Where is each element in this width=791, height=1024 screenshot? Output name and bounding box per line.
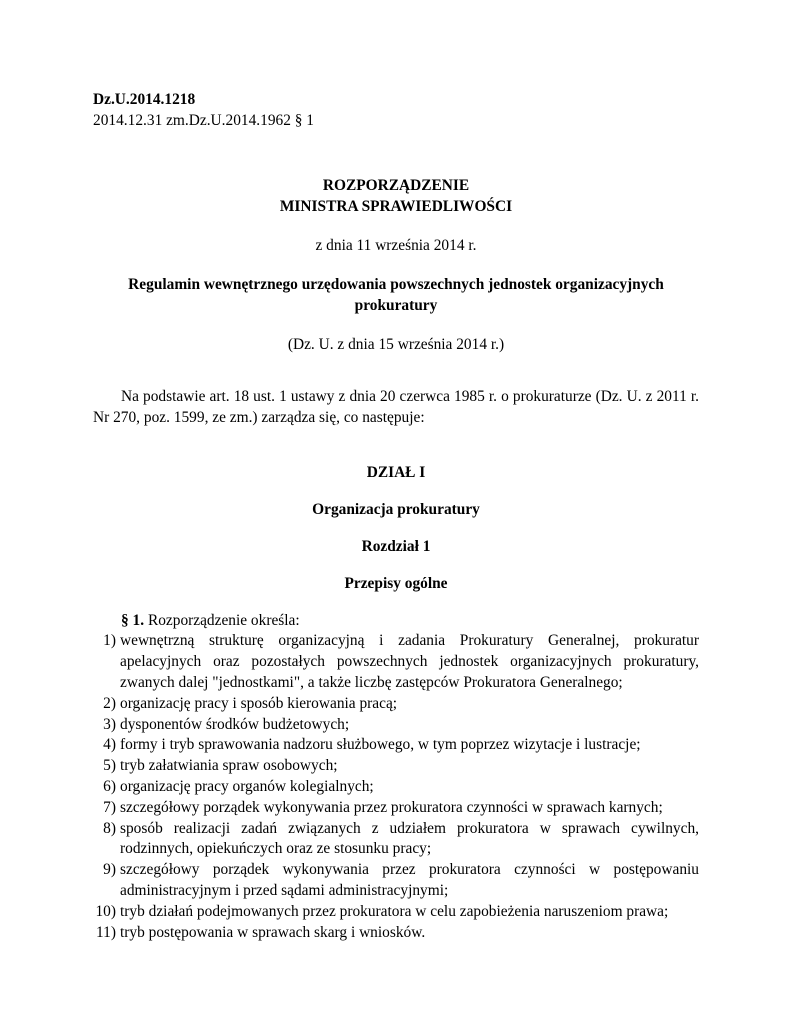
division-heading: DZIAŁ I [366,464,426,482]
list-item [93,735,699,756]
title-line-2: MINISTRA SPRAWIEDLIWOŚCI [279,197,513,215]
regulation-date: z dnia 11 września 2014 r. [315,236,477,254]
list-item [93,860,699,902]
list-item-text: tryb działań podejmowanych przez prokuratora w celu zapobieżenia naruszeniom prawa; [120,902,669,920]
list-item-number: 1) [103,632,116,650]
document-page [93,90,699,943]
list-item-text: sposób realizacji zadań związanych z udziałem prokuratora w sprawach cywilnych, rodzinnych, opiekuńczych oraz ze stosunku pracy; [120,819,699,858]
list-item [93,798,699,819]
list-item [93,923,699,944]
list-item-number: 9) [103,861,116,879]
list-item-number: 7) [103,798,116,816]
paragraph-1-intro [93,611,699,632]
list-item-number: 10) [95,902,116,920]
legal-basis: Na podstawie art. 18 ust. 1 ustawy z dnia 20 czerwca 1985 r. o prokuraturze (Dz. U. z 2011 r. Nr 270, poz. 1599, ze zm.) zarządza się, co następuje: [93,387,699,426]
list-item [93,819,699,861]
list-item [93,756,699,777]
list-item-text: tryb postępowania w sprawach skarg i wniosków. [120,923,426,941]
regulation-title [93,175,699,217]
list-item [93,902,699,923]
list-item-number: 11) [96,923,116,941]
list-item-number: 8) [103,819,116,837]
paragraph-intro-text: Rozporządzenie określa: [147,611,300,629]
journal-publication: (Dz. U. z dnia 15 września 2014 r.) [287,335,505,353]
list-item-text: tryb załatwiania spraw osobowych; [120,757,338,775]
chapter-heading: Rozdział 1 [361,537,431,555]
list-item-text: formy i tryb sprawowania nadzoru służbowego, w tym poprzez wizytacje i lustracje; [120,736,641,754]
list-item-number: 4) [103,736,116,754]
amendment-reference: 2014.12.31 zm.Dz.U.2014.1962 § 1 [93,111,315,129]
title-line-1: ROZPORZĄDZENIE [322,176,470,194]
list-item-number: 3) [103,715,116,733]
division-name: Organizacja prokuratury [312,501,480,519]
list-item-text: organizację pracy i sposób kierowania pracą; [120,694,398,712]
journal-reference: Dz.U.2014.1218 [93,91,196,108]
paragraph-1-list [93,631,699,943]
list-item-text: wewnętrzną strukturę organizacyjną i zadania Prokuratury Generalnej, prokuratur apelacyjnych oraz pozostałych powszechnych jednostek organizacyjnych prokuratury, zwanych dalej "jednostkami", a także liczbę zastępców Prokuratora Generalnego; [120,632,699,691]
chapter-name: Przepisy ogólne [344,574,448,592]
list-item [93,715,699,736]
list-item-text: organizację pracy organów kolegialnych; [120,777,374,795]
list-item [93,631,699,693]
list-item-text: szczegółowy porządek wykonywania przez prokuratora czynności w postępowaniu administracyjnym i przed sądami administracyjnymi; [120,861,699,899]
list-item-number: 6) [103,777,116,795]
list-item [93,694,699,715]
regulation-subject: Regulamin wewnętrznego urzędowania powszechnych jednostek organizacyjnych prokuratury [128,276,664,315]
list-item [93,777,699,798]
list-item-text: dysponentów środków budżetowych; [120,715,350,733]
paragraph-number: § 1. [121,611,145,629]
list-item-text: szczegółowy porządek wykonywania przez prokuratora czynności w sprawach karnych; [120,798,663,816]
list-item-number: 5) [103,757,116,775]
list-item-number: 2) [103,694,116,712]
